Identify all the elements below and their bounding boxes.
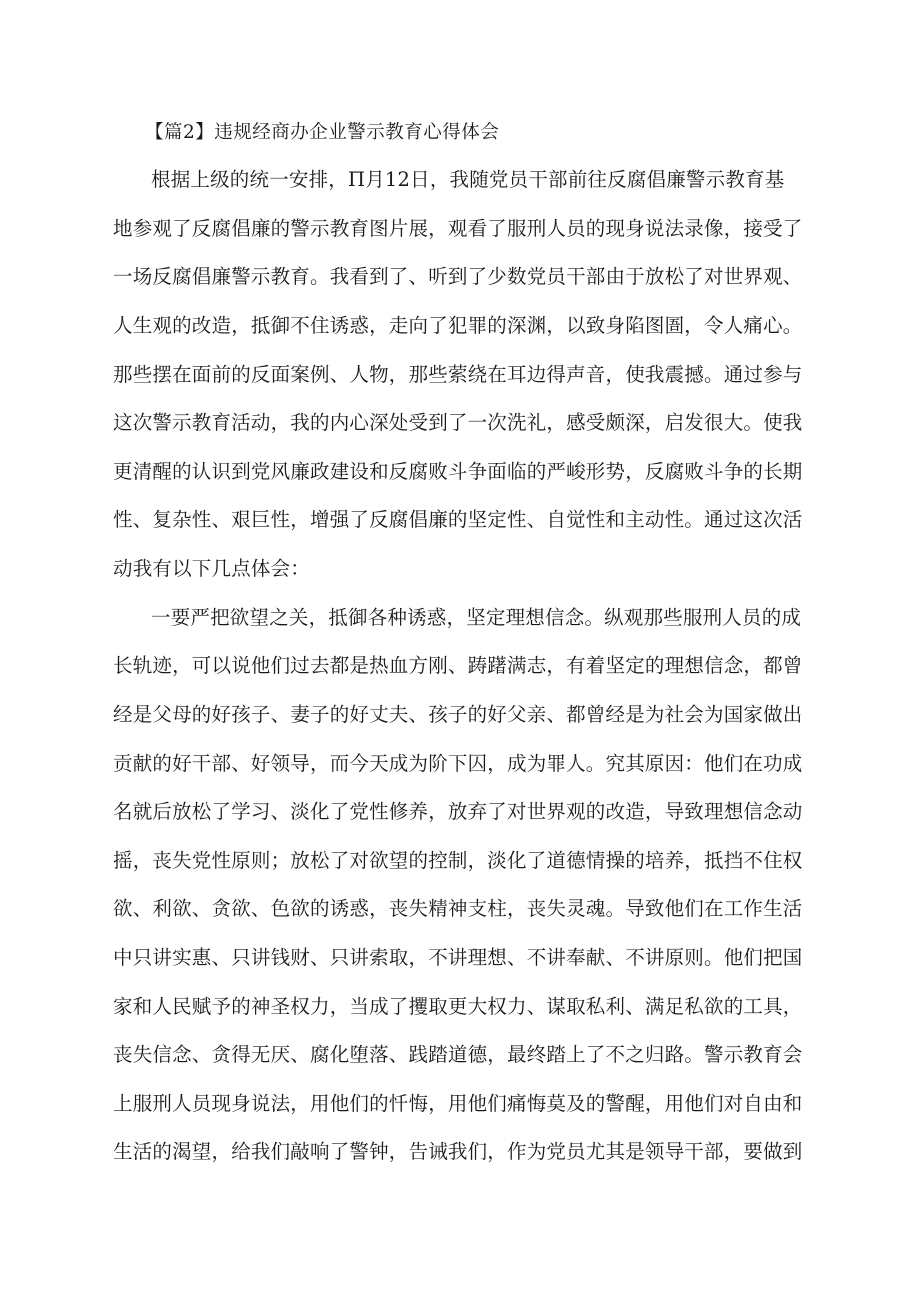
paragraph-line: 地参观了反腐倡廉的警示教育图片展，观看了服刑人员的现身说法录像，接受了 (113, 217, 803, 240)
paragraph-line: 中只讲实惠、只讲钱财、只讲索取，不讲理想、不讲奉献、不讲原则。他们把国 (113, 946, 803, 969)
paragraph-line: 一要严把欲望之关，抵御各种诱惑，坚定理想信念。纵观那些服刑人员的成 (151, 606, 802, 629)
paragraph-line: 更清醒的认识到党风廉政建设和反腐败斗争面临的严峻形势，反腐败斗争的长期 (113, 460, 803, 483)
paragraph-line: 一场反腐倡廉警示教育。我看到了、听到了少数党员干部由于放松了对世界观、 (113, 265, 803, 288)
paragraph-line: 长轨迹，可以说他们过去都是热血方刚、踌躇满志，有着坚定的理想信念，都曾 (113, 654, 803, 677)
paragraph-line: 根据上级的统一安排，Π月12日，我随党员干部前往反腐倡廉警示教育基 (151, 168, 785, 191)
paragraph-line: 贡献的好干部、好领导，而今天成为阶下囚，成为罪人。究其原因：他们在功成 (113, 752, 803, 775)
paragraph-line: 家和人民赋予的神圣权力，当成了攫取更大权力、谋取私利、满足私欲的工具， (113, 995, 803, 1018)
paragraph-line: 欲、利欲、贪欲、色欲的诱惑，丧失精神支柱，丧失灵魂。导致他们在工作生活 (113, 897, 803, 920)
paragraph-line: 动我有以下几点体会： (113, 557, 311, 580)
paragraph-line: 人生观的改造，抵御不住诱惑，走向了犯罪的深渊，以致身陷图圄，令人痛心。 (113, 314, 803, 337)
paragraph-line: 经是父母的好孩子、妻子的好丈夫、孩子的好父亲、都曾经是为社会为国家做出 (113, 703, 803, 726)
paragraph-line: 这次警示教育活动，我的内心深处受到了一次洗礼，感受颇深，启发很大。使我 (113, 411, 803, 434)
paragraph-line: 名就后放松了学习、淡化了党性修养，放弃了对世界观的改造，导致理想信念动 (113, 800, 803, 823)
paragraph-line: 生活的渴望，给我们敲响了警钟，告诫我们，作为党员尤其是领导干部，要做到 (113, 1140, 803, 1163)
document-title: 【篇2】违规经商办企业警示教育心得体会 (145, 122, 500, 143)
paragraph-line: 摇，丧失党性原则；放松了对欲望的控制，淡化了道德情操的培养，抵挡不住权 (113, 849, 803, 872)
paragraph-line: 性、复杂性、艰巨性，增强了反腐倡廉的坚定性、自觉性和主动性。通过这次活 (113, 508, 803, 531)
paragraph-line: 那些摆在面前的反面案例、人物，那些萦绕在耳边得声音，使我震撼。通过参与 (113, 363, 803, 386)
paragraph-line: 丧失信念、贪得无厌、腐化堕落、践踏道德，最终踏上了不之归路。警示教育会 (113, 1043, 803, 1066)
paragraph-line: 上服刑人员现身说法，用他们的忏悔，用他们痛悔莫及的警醒，用他们对自由和 (113, 1092, 803, 1115)
